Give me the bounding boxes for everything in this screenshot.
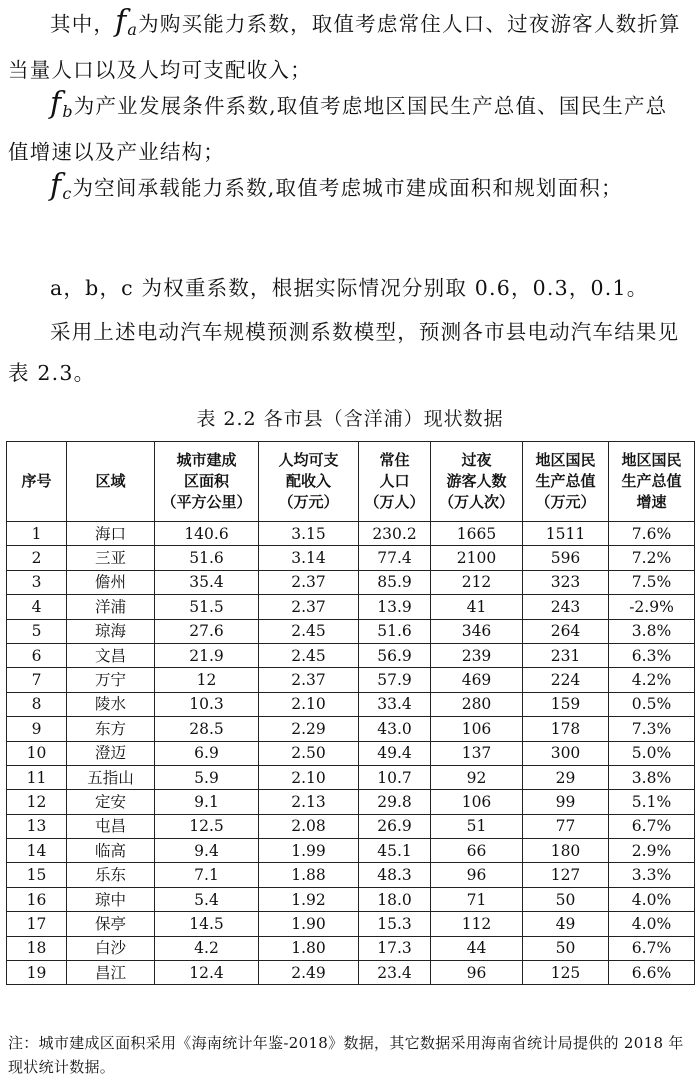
table-row [7,741,695,765]
paragraph-lead: 其中， [50,12,116,36]
cell-gdp: 596 [523,546,609,570]
paragraph-fb [8,86,688,173]
cell-tourists: 44 [431,936,523,960]
cell-population: 51.6 [359,619,431,643]
cell-population: 13.9 [359,595,431,619]
cell-income: 1.90 [259,912,359,936]
cell-gdp-growth: 7.6% [609,522,695,546]
header-region [67,442,155,522]
cell-tourists: 51 [431,814,523,838]
cell-population: 57.9 [359,668,431,692]
table-header-row [7,442,695,522]
cell-population: 85.9 [359,570,431,594]
cell-gdp-growth: 2.9% [609,839,695,863]
header-line: （万元） [535,493,596,511]
header-line: 增速 [636,493,667,511]
header-population [359,442,431,522]
cell-population: 29.8 [359,790,431,814]
cell-index: 5 [7,619,67,643]
cell-region: 琼海 [67,619,155,643]
cell-region: 澄迈 [67,741,155,765]
cell-population: 77.4 [359,546,431,570]
header-line: 区域 [95,472,126,490]
cell-income: 2.10 [259,765,359,789]
cell-built-area: 12.5 [155,814,259,838]
cell-gdp-growth: -2.9% [609,595,695,619]
cell-income: 2.50 [259,741,359,765]
paragraph-text: 为产业发展条件系数,取值考虑地区国民生产总值、国民生产总值增速以及产业结构； [8,94,668,164]
cell-built-area: 10.3 [155,692,259,716]
header-built-area [155,442,259,522]
cell-region: 东方 [67,717,155,741]
cell-population: 23.4 [359,961,431,985]
header-line: 常住 [379,451,410,469]
cell-built-area: 9.4 [155,839,259,863]
var-subscript: c [62,184,73,203]
var-subscript: b [62,102,74,121]
header-line: （万人次） [438,493,514,511]
cell-built-area: 7.1 [155,863,259,887]
header-line: 区面积 [183,472,229,490]
cell-income: 2.37 [259,668,359,692]
cell-gdp: 231 [523,643,609,667]
cell-tourists: 92 [431,765,523,789]
header-line: 过夜 [461,451,492,469]
cell-gdp-growth: 3.8% [609,619,695,643]
var-f: f [115,4,128,39]
cell-income: 1.80 [259,936,359,960]
paragraph-weights: a，b，c 为权重系数，根据实际情况分别取 0.6，0.3，0.1。 [50,276,649,300]
cell-gdp: 77 [523,814,609,838]
cell-region: 白沙 [67,936,155,960]
cell-income: 3.15 [259,522,359,546]
header-income [259,442,359,522]
cell-region: 屯昌 [67,814,155,838]
table-row [7,961,695,985]
table-row [7,717,695,741]
cell-index: 18 [7,936,67,960]
cell-gdp-growth: 4.2% [609,668,695,692]
table-row [7,546,695,570]
cell-population: 33.4 [359,692,431,716]
cell-index: 3 [7,570,67,594]
cell-index: 2 [7,546,67,570]
cell-income: 2.13 [259,790,359,814]
cell-tourists: 239 [431,643,523,667]
cell-index: 1 [7,522,67,546]
cell-index: 17 [7,912,67,936]
header-index [7,442,67,522]
cell-gdp-growth: 6.7% [609,936,695,960]
cell-tourists: 71 [431,887,523,911]
cell-tourists: 112 [431,912,523,936]
cell-region: 琼中 [67,887,155,911]
cell-gdp-growth: 7.5% [609,570,695,594]
cell-built-area: 28.5 [155,717,259,741]
cell-gdp: 49 [523,912,609,936]
cell-income: 2.29 [259,717,359,741]
cell-gdp: 125 [523,961,609,985]
table-row [7,814,695,838]
var-f: f [50,86,63,121]
cell-built-area: 51.6 [155,546,259,570]
cell-income: 2.37 [259,595,359,619]
cell-index: 16 [7,887,67,911]
cell-region: 万宁 [67,668,155,692]
cell-built-area: 140.6 [155,522,259,546]
cell-tourists: 106 [431,790,523,814]
header-line: 生产总值 [535,472,596,490]
cell-built-area: 12 [155,668,259,692]
cell-built-area: 14.5 [155,912,259,936]
cell-population: 10.7 [359,765,431,789]
header-line: 人均可支 [278,451,339,469]
cell-region: 保亭 [67,912,155,936]
cell-region: 文昌 [67,643,155,667]
header-line: 地区国民 [535,451,596,469]
cell-index: 8 [7,692,67,716]
cell-gdp: 300 [523,741,609,765]
cell-gdp: 50 [523,887,609,911]
table-row [7,790,695,814]
paragraph-fc [8,168,688,214]
header-tourists [431,442,523,522]
cell-region: 乐东 [67,863,155,887]
cell-gdp-growth: 7.3% [609,717,695,741]
cell-tourists: 2100 [431,546,523,570]
cell-index: 10 [7,741,67,765]
table-row [7,619,695,643]
table-row [7,668,695,692]
cell-population: 43.0 [359,717,431,741]
cell-gdp: 264 [523,619,609,643]
cell-built-area: 5.9 [155,765,259,789]
table-row [7,522,695,546]
cell-index: 6 [7,643,67,667]
cell-population: 18.0 [359,887,431,911]
header-gdp-growth [609,442,695,522]
cell-gdp: 180 [523,839,609,863]
cell-gdp: 29 [523,765,609,789]
table-row [7,570,695,594]
header-line: （平方公里） [161,493,252,511]
cell-gdp: 50 [523,936,609,960]
table-row [7,765,695,789]
cell-gdp: 99 [523,790,609,814]
cell-tourists: 137 [431,741,523,765]
cell-gdp-growth: 7.2% [609,546,695,570]
cell-population: 45.1 [359,839,431,863]
header-line: 地区国民 [621,451,682,469]
cell-population: 15.3 [359,912,431,936]
header-line: （万人） [364,493,425,511]
cell-gdp-growth: 5.0% [609,741,695,765]
cell-gdp: 323 [523,570,609,594]
table-row [7,839,695,863]
header-line: （万元） [278,493,339,511]
cell-gdp: 178 [523,717,609,741]
cell-built-area: 21.9 [155,643,259,667]
cell-tourists: 1665 [431,522,523,546]
cell-index: 4 [7,595,67,619]
header-line: 游客人数 [446,472,507,490]
cell-population: 26.9 [359,814,431,838]
cell-region: 昌江 [67,961,155,985]
cell-tourists: 212 [431,570,523,594]
header-line: 人口 [379,472,410,490]
cell-income: 3.14 [259,546,359,570]
header-line: 配收入 [285,472,331,490]
cell-tourists: 469 [431,668,523,692]
table-body [7,522,695,985]
cell-region: 五指山 [67,765,155,789]
cell-population: 49.4 [359,741,431,765]
cell-gdp-growth: 6.3% [609,643,695,667]
cell-population: 17.3 [359,936,431,960]
cell-index: 11 [7,765,67,789]
cell-income: 2.08 [259,814,359,838]
paragraph-result: 采用上述电动汽车规模预测系数模型，预测各市县电动汽车结果见表 2.3。 [8,320,680,385]
cell-gdp: 243 [523,595,609,619]
cell-tourists: 106 [431,717,523,741]
table-note: 注：城市建成区面积采用《海南统计年鉴-2018》数据，其它数据采用海南省统计局提供的 2018 年现状统计数据。 [8,1034,684,1076]
var-subscript: a [127,20,139,39]
cell-gdp: 1511 [523,522,609,546]
cell-index: 19 [7,961,67,985]
paragraph-text: 为空间承载能力系数,取值考虑城市建成面积和规划面积； [72,176,623,200]
cell-tourists: 280 [431,692,523,716]
header-gdp [523,442,609,522]
cell-gdp-growth: 0.5% [609,692,695,716]
cell-built-area: 9.1 [155,790,259,814]
table-row [7,863,695,887]
cell-built-area: 12.4 [155,961,259,985]
cell-index: 12 [7,790,67,814]
cell-gdp: 159 [523,692,609,716]
cell-population: 230.2 [359,522,431,546]
cell-tourists: 96 [431,863,523,887]
cell-income: 2.45 [259,643,359,667]
paragraph-fa [8,4,688,91]
cell-built-area: 4.2 [155,936,259,960]
cell-gdp-growth: 4.0% [609,887,695,911]
cell-region: 三亚 [67,546,155,570]
cell-index: 9 [7,717,67,741]
cell-region: 陵水 [67,692,155,716]
cell-built-area: 51.5 [155,595,259,619]
cell-index: 14 [7,839,67,863]
cell-gdp-growth: 3.8% [609,765,695,789]
cell-income: 1.88 [259,863,359,887]
var-f: f [50,168,63,203]
table-row [7,912,695,936]
cell-tourists: 346 [431,619,523,643]
cell-region: 海口 [67,522,155,546]
cell-tourists: 41 [431,595,523,619]
cell-income: 1.99 [259,839,359,863]
cell-income: 2.37 [259,570,359,594]
cell-income: 1.92 [259,887,359,911]
cell-income: 2.45 [259,619,359,643]
cell-gdp-growth: 4.0% [609,912,695,936]
cell-region: 儋州 [67,570,155,594]
table-row [7,887,695,911]
cell-population: 56.9 [359,643,431,667]
cell-population: 48.3 [359,863,431,887]
cell-index: 15 [7,863,67,887]
table-row [7,643,695,667]
cell-region: 临高 [67,839,155,863]
table-row [7,595,695,619]
header-line: 城市建成 [176,451,237,469]
table-row [7,936,695,960]
cell-tourists: 66 [431,839,523,863]
cell-gdp: 224 [523,668,609,692]
cell-gdp: 127 [523,863,609,887]
cell-gdp-growth: 3.3% [609,863,695,887]
paragraph-text: 为购买能力系数，取值考虑常住人口、过夜游客人数折算当量人口以及人均可支配收入； [8,12,681,82]
status-data-table [6,441,695,985]
cell-index: 13 [7,814,67,838]
cell-gdp-growth: 6.6% [609,961,695,985]
cell-income: 2.10 [259,692,359,716]
cell-built-area: 27.6 [155,619,259,643]
cell-built-area: 5.4 [155,887,259,911]
cell-region: 洋浦 [67,595,155,619]
cell-gdp-growth: 5.1% [609,790,695,814]
table-caption: 表 2.2 各市县（含洋浦）现状数据 [196,408,504,430]
cell-region: 定安 [67,790,155,814]
header-line: 序号 [21,472,52,490]
cell-gdp-growth: 6.7% [609,814,695,838]
cell-built-area: 6.9 [155,741,259,765]
header-line: 生产总值 [621,472,682,490]
cell-built-area: 35.4 [155,570,259,594]
table-row [7,692,695,716]
cell-index: 7 [7,668,67,692]
cell-tourists: 96 [431,961,523,985]
cell-income: 2.49 [259,961,359,985]
